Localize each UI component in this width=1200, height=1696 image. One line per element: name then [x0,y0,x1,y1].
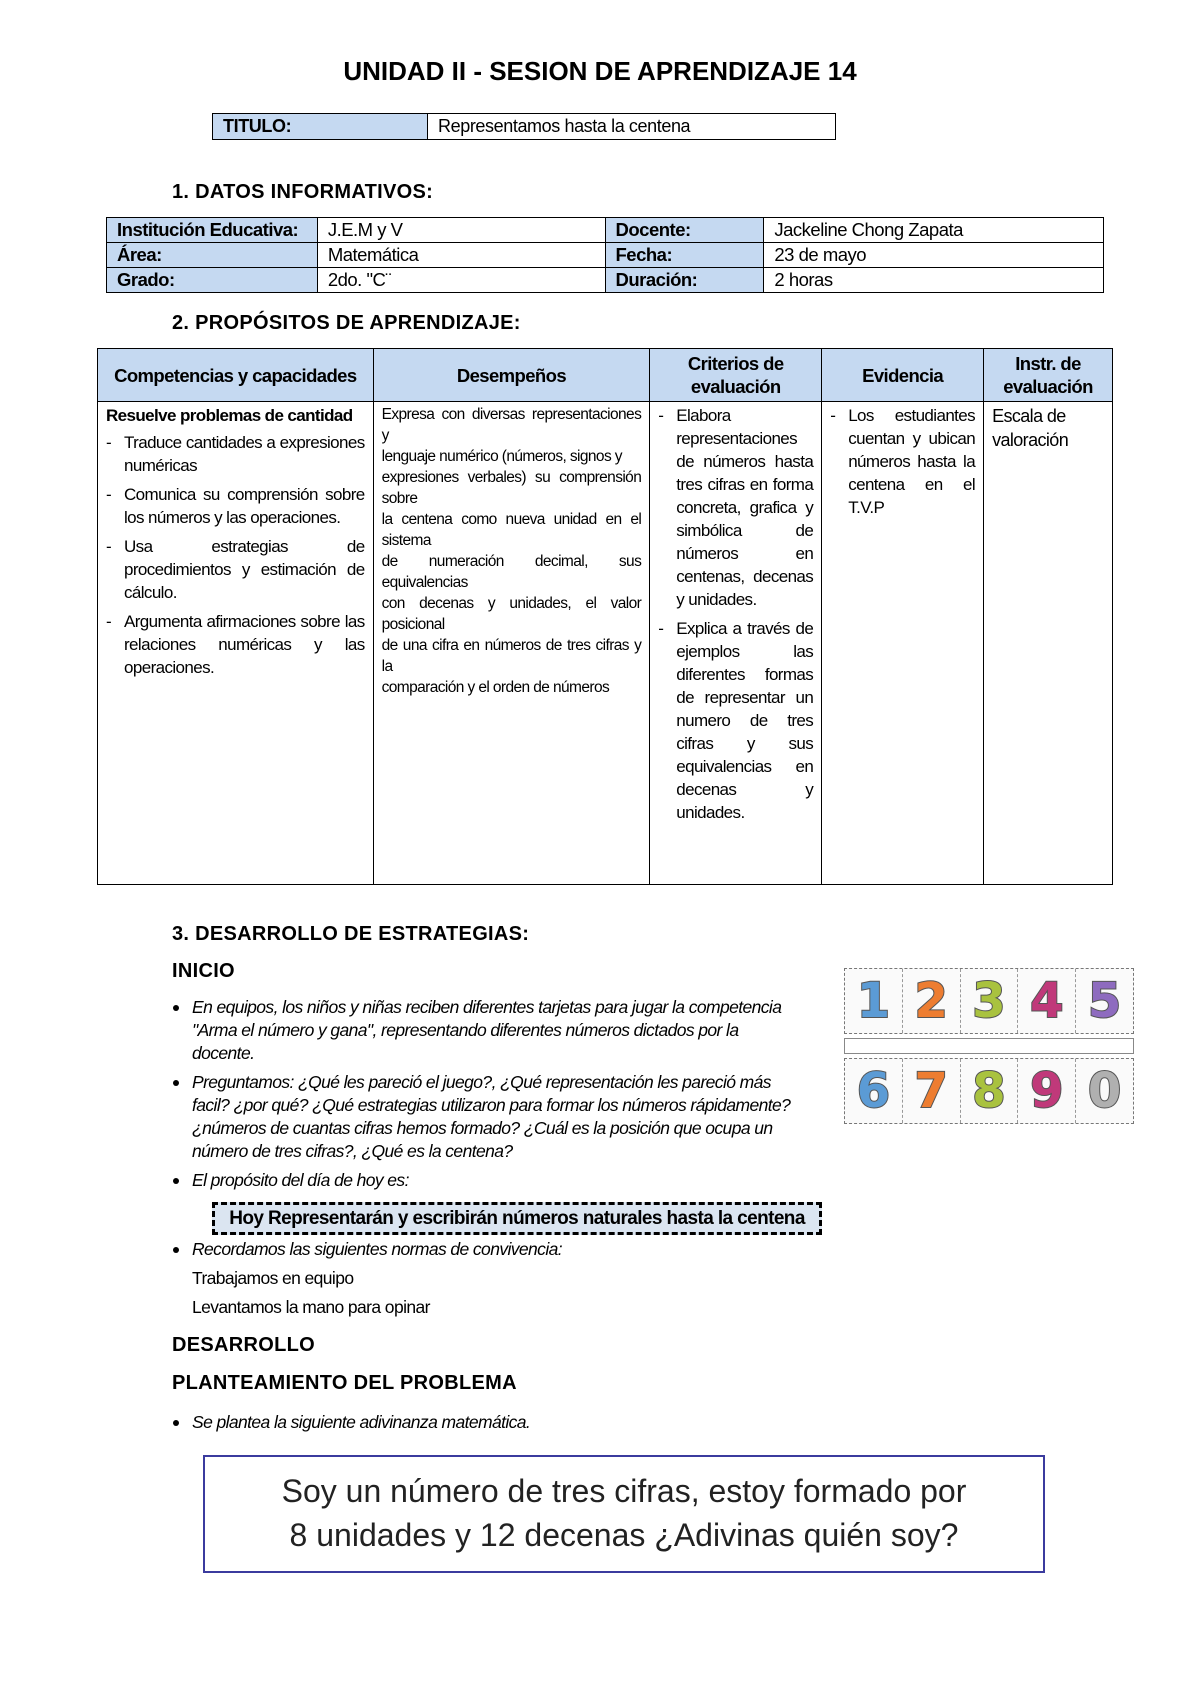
institucion-label: Institución Educativa: [107,218,318,243]
duracion-label: Duración: [605,268,764,293]
bullet-dot-icon [173,1080,179,1086]
criterio-item: - Elabora representaciones de números hasta tres cifras en forma concreta, grafica y simbólica de números en centenas, decenas y unidades. [658,404,813,611]
capacidad-item: - Traduce cantidades a expresiones numéricas [106,431,365,477]
cards-divider [844,1038,1134,1054]
inicio-heading: INICIO [172,960,235,982]
planteamiento-heading: PLANTEAMIENTO DEL PROBLEMA [172,1372,517,1394]
area-label: Área: [107,243,318,268]
bullet-dot-icon [173,1420,179,1426]
inicio-bullet [172,1169,802,1192]
number-card [903,1059,961,1123]
norma-item: Trabajamos en equipo [192,1268,354,1288]
capacidad-item: - Usa estrategias de procedimientos y estimación de cálculo. [106,535,365,604]
area-value: Matemática [317,243,605,268]
desempeno-line: lenguaje numérico (números, signos y [381,448,622,465]
number-card [845,1059,903,1123]
capacidad-item: - Argumenta afirmaciones sobre las relaciones numéricas y las operaciones. [106,610,365,679]
card-digit: 3 [972,973,1006,1029]
number-card [1018,969,1076,1033]
desarrollo-heading: DESARROLLO [172,1334,315,1356]
desarrollo-bullet-text: Se plantea la siguiente adivinanza matemática. [192,1412,531,1432]
titulo-value: Representamos hasta la centena [428,114,836,140]
bullet-dot-icon [173,1005,179,1011]
riddle-line: 8 unidades y 12 decenas ¿Adivinas quién soy? [289,1517,959,1553]
evidencia-list [830,404,975,519]
card-digit: 8 [972,1063,1006,1119]
riddle-box [203,1455,1045,1573]
inicio-bullets-b [172,1238,802,1261]
number-card [845,969,903,1033]
evidencia-cell [822,402,984,885]
inicio-bullets-a [172,996,802,1192]
desempenos-cell [373,402,650,885]
inicio-bullet [172,996,802,1065]
titulo-label: TITULO: [213,114,428,140]
desempeno-line: con decenas y unidades, el valor posicional [381,595,642,633]
desarrollo-bullets [172,1411,872,1434]
number-card [961,969,1019,1033]
competencias-cell [98,402,374,885]
section-desarrollo-estrategias-heading: 3. DESARROLLO DE ESTRATEGIAS: [172,923,530,945]
capacidad-item: - Comunica su comprensión sobre los números y las operaciones. [106,483,365,529]
criterio-item: - Explica a través de ejemplos las diferentes formas de representar un numero de tres cifras y sus equivalencias en decenas y unidades. [658,617,813,824]
inicio-bullet-text: Preguntamos: ¿Qué les pareció el juego?, ¿Qué representación les pareció más facil? ¿por qué? ¿Qué estrategias utilizaron para formar los números rápidamente? ¿números de cuantas cifras hemos formado? ¿Cuál es la posición que ocupa un número de tres cifras?, ¿Qué es la centena? [192,1072,791,1161]
titulo-table [212,113,836,140]
capacidades-list [106,431,365,679]
card-digit: 6 [856,1063,891,1119]
desempeno-line: Expresa con diversas representaciones y [381,406,642,444]
grado-label: Grado: [107,268,318,293]
evidencia-item: - Los estudiantes cuentan y ubican números hasta la centena en el T.V.P [830,404,975,519]
desempeno-text [382,404,642,698]
header-desempenos: Desempeños [373,349,650,402]
desempeno-line: de una cifra en números de tres cifras y la [381,637,642,675]
card-digit: 9 [1030,1063,1064,1119]
desempeno-line: comparación y el orden de números [381,679,610,696]
header-criterios: Criterios de evaluación [650,349,822,402]
number-card [1076,969,1133,1033]
inicio-bullet-text: El propósito del día de hoy es: [192,1170,409,1190]
card-digit: 1 [856,973,891,1029]
inicio-bullet-text: En equipos, los niños y niñas reciben diferentes tarjetas para jugar la competencia "Arma el número y gana", representando diferentes números dictados por la docente. [192,997,782,1063]
cards-row-top [844,968,1134,1034]
inicio-bullet-text: Recordamos las siguientes normas de convivencia: [192,1239,563,1259]
cards-row-bottom [844,1058,1134,1124]
criterios-cell [650,402,822,885]
card-digit: 5 [1087,973,1122,1029]
purpose-box: Hoy Representarán y escribirán números naturales hasta la centena [212,1202,822,1235]
number-card [961,1059,1019,1123]
card-digit: 7 [914,1063,948,1119]
desempeno-line: de numeración decimal, sus equivalencias [381,553,642,591]
norma-item: Levantamos la mano para opinar [192,1297,430,1317]
document-title: UNIDAD II - SESION DE APRENDIZAJE 14 [343,56,857,86]
desarrollo-bullet [172,1411,872,1434]
inicio-bullet [172,1238,802,1261]
bullet-dot-icon [173,1178,179,1184]
fecha-value: 23 de mayo [764,243,1104,268]
desempeno-line: expresiones verbales) su comprensión sobre [381,469,642,507]
header-instrumento: Instr. de evaluación [984,349,1113,402]
docente-value: Jackeline Chong Zapata [764,218,1104,243]
propositos-table [97,348,1113,885]
bullet-dot-icon [173,1247,179,1253]
number-card [1076,1059,1133,1123]
number-card [1018,1059,1076,1123]
inicio-bullet [172,1071,802,1163]
docente-label: Docente: [605,218,764,243]
instrumento-cell: Escala de valoración [984,402,1113,885]
section-datos-heading: 1. DATOS INFORMATIVOS: [172,181,434,203]
duracion-value: 2 horas [764,268,1104,293]
header-competencias: Competencias y capacidades [98,349,374,402]
desempeno-line: la centena como nueva unidad en el sistema [381,511,642,549]
header-evidencia: Evidencia [822,349,984,402]
grado-value: 2do. "C¨ [317,268,605,293]
fecha-label: Fecha: [605,243,764,268]
section-propositos-heading: 2. PROPÓSITOS DE APRENDIZAJE: [172,312,521,334]
institucion-value: J.E.M y V [317,218,605,243]
card-digit: 0 [1087,1063,1122,1119]
number-card [903,969,961,1033]
datos-informativos-table [106,217,1104,293]
riddle-line: Soy un número de tres cifras, estoy formado por [281,1473,967,1509]
card-digit: 4 [1030,973,1064,1029]
number-cards-image [844,968,1134,1126]
criterios-list [658,404,813,824]
card-digit: 2 [914,973,948,1029]
competencia-title: Resuelve problemas de cantidad [106,406,353,425]
